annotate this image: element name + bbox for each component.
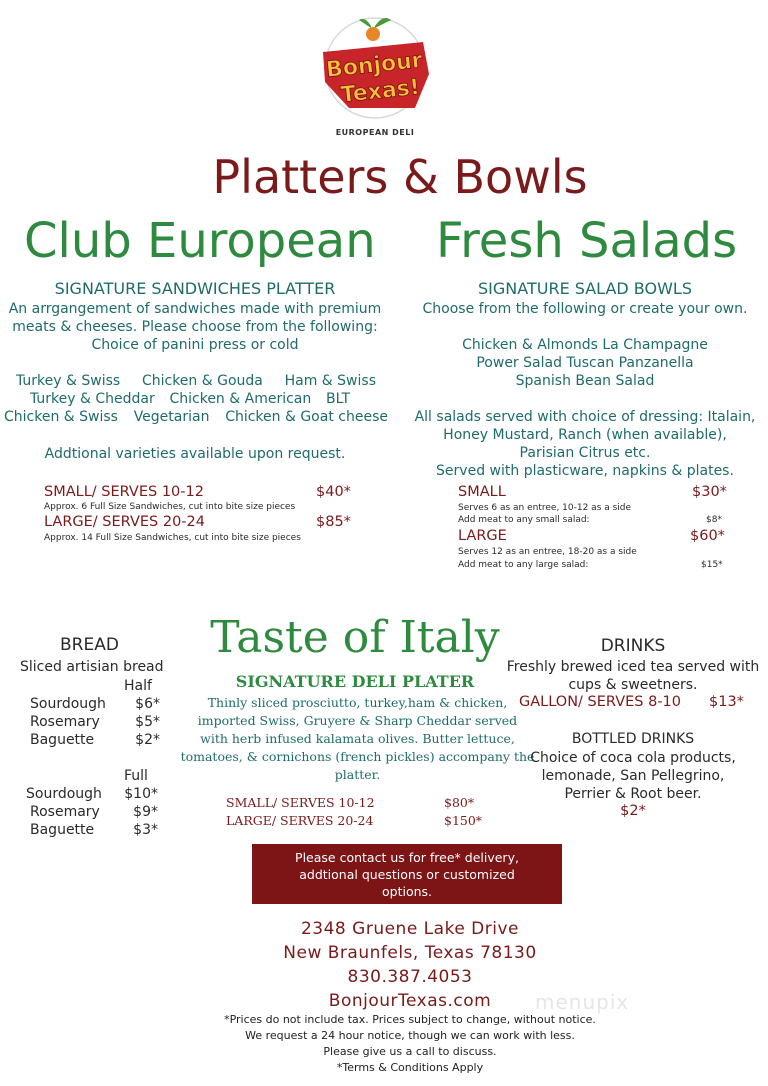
bread-full-list [26, 785, 158, 839]
club-small-label: SMALL/ SERVES 10-12 [44, 484, 204, 500]
salads-options: Chicken & Almonds La Champagne Power Salad Tuscan Panzanella Spanish Bean Salad [462, 337, 708, 389]
option-row: Turkey & Cheddar Chicken & American BLT [30, 391, 350, 407]
logo-text-line2: Texas! [339, 74, 421, 109]
salads-large-addmeat: Add meat to any large salad: [458, 560, 589, 570]
bottled-description: Choice of coca cola products, lemonade, San Pellegrino, Perrier & Root beer. [530, 750, 736, 802]
drinks-gallon-price: $13* [709, 694, 744, 710]
salads-small-addmeat-price: $8* [706, 515, 722, 525]
salads-subheading: SIGNATURE SALAD BOWLS [478, 279, 692, 298]
watermark: menupix [535, 990, 630, 1014]
address-street: 2348 Gruene Lake Drive [300, 919, 519, 939]
bread-item: Baguette $2* [30, 732, 160, 748]
bonjour-texas-logo [305, 12, 445, 120]
drinks-gallon-label: GALLON/ SERVES 8-10 [519, 694, 681, 710]
club-large-price: $85* [316, 514, 351, 530]
bread-item: Sourdough $10* [26, 786, 158, 802]
option-row: Chicken & Swiss Vegetarian Chicken & Goat cheese [4, 409, 388, 425]
salads-large-label: LARGE [458, 528, 507, 544]
bread-item: Baguette $3* [30, 822, 158, 838]
italy-large-price: $150* [444, 813, 483, 828]
logo-text-line1: Bonjour [324, 48, 424, 84]
drinks-description: Freshly brewed iced tea served with cups & sweetners. [506, 659, 760, 693]
club-additional: Addtional varieties available upon request. [44, 446, 346, 462]
salads-large-note: Serves 12 as an entree, 18-20 as a side [458, 547, 637, 557]
italy-subheading: SIGNATURE DELI PLATER [235, 672, 475, 691]
phone-number[interactable]: 830.387.4053 [347, 967, 473, 987]
salads-small-addmeat: Add meat to any small salad: [458, 515, 590, 525]
italy-small-price: $80* [444, 795, 475, 810]
address-city: New Braunfels, Texas 78130 [283, 943, 537, 963]
club-large-note: Approx. 14 Full Size Sandwiches, cut into bite size pieces [44, 533, 301, 543]
salads-large-price: $60* [690, 528, 725, 544]
club-heading: Club European [24, 213, 376, 269]
italy-small-label: SMALL/ SERVES 10-12 [226, 795, 375, 810]
drinks-heading: DRINKS [600, 636, 666, 656]
salads-small-note: Serves 6 as an entree, 10-12 as a side [458, 503, 632, 513]
bottled-price: $2* [620, 803, 646, 819]
italy-large-label: LARGE/ SERVES 20-24 [226, 813, 374, 828]
italy-heading: Taste of Italy [210, 612, 500, 663]
website-link[interactable]: BonjourTexas.com [328, 991, 492, 1011]
bread-half-list [30, 695, 160, 749]
italy-description: Thinly sliced prosciutto, turkey,ham & chicken, imported Swiss, Gruyere & Sharp Cheddar served with herb infused kalamata olives. Butter lettuce, tomatoes, & cornichons (french pickles) accompany the platter. [180, 695, 535, 782]
bread-heading: BREAD [60, 635, 119, 655]
option-row: Turkey & Swiss Chicken & Gouda Ham & Swiss [16, 373, 376, 389]
salads-description: Choose from the following or create your own. [422, 301, 748, 317]
page-title: Platters & Bowls [212, 150, 588, 204]
bread-full-label: Full [124, 768, 148, 784]
bottled-heading: BOTTLED DRINKS [571, 731, 695, 747]
bread-item: Rosemary $5* [30, 714, 160, 730]
club-small-price: $40* [316, 484, 351, 500]
club-subheading: SIGNATURE SANDWICHES PLATTER [54, 279, 336, 298]
salads-large-addmeat-price: $15* [701, 560, 723, 570]
bread-item: Sourdough $6* [30, 696, 160, 712]
club-small-note: Approx. 6 Full Size Sandwiches, cut into bite size pieces [44, 502, 296, 512]
club-large-label: LARGE/ SERVES 20-24 [44, 514, 205, 530]
bread-item: Rosemary $9* [30, 804, 158, 820]
club-description: An arrgangement of sandwiches made with premium meats & cheeses. Please choose from the following: Choice of panini press or cold [8, 301, 382, 353]
salads-heading: Fresh Salads [436, 213, 738, 269]
salads-small-price: $30* [692, 484, 727, 500]
terms-notes: *Prices do not include tax. Prices subject to change, without notice. We request a 24 hour notice, though we can work with less. Please give us a call to discuss. *Terms & Conditions Apply [224, 1013, 596, 1074]
bread-half-label: Half [124, 678, 152, 694]
contact-banner: Please contact us for free* delivery, addtional questions or customized options. [252, 844, 562, 904]
logo-tagline: EUROPEAN DELI [335, 128, 415, 137]
salads-small-label: SMALL [458, 484, 506, 500]
bread-description: Sliced artisian bread [20, 659, 164, 675]
club-options [4, 372, 388, 426]
salads-dressing: All salads served with choice of dressing: Italain, Honey Mustard, Ranch (when available), Parisian Citrus etc. Served with plasticware, napkins & plates. [414, 409, 756, 479]
